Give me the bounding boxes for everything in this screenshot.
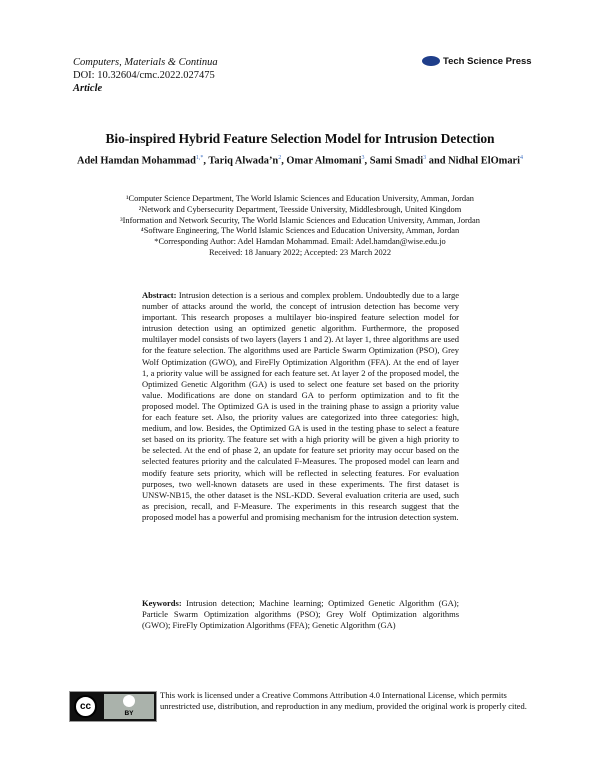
authors-and: and (428, 155, 446, 167)
publisher-icon (421, 54, 441, 68)
affiliation-line: ²Network and Cybersecurity Department, Teesside University, Middlesbrough, United Kingdom (138, 204, 462, 214)
paper-title: Bio-inspired Hybrid Feature Selection Model for Intrusion Detection (105, 131, 495, 146)
affiliation-line: ³Information and Network Security, The World Islamic Sciences and Education University, Amman, Jordan (120, 215, 480, 225)
publisher-logo (421, 53, 532, 69)
journal-header (73, 56, 218, 95)
keywords-text: Intrusion detection; Machine learning; Optimized Genetic Algorithm (GA); Particle Swarm Optimization algorithms (PSO); Grey Wolf Optimization algorithms (GWO); FireFly Optimization Algorithms (FFA); Genetic Algorithm (GA) (142, 598, 459, 631)
author-name: Adel Hamdan Mohammad (76, 155, 196, 167)
affiliations (0, 194, 600, 259)
by-label: BY (124, 710, 134, 717)
author-list: Adel Hamdan Mohammad$^{1,*}$, Tariq $Alwada’n^2$, Omar Almomani$^3$, Sami Smadi$^3$ and Nidhal ElOmari$^4$ (76, 155, 524, 167)
affiliation-line: ⁴Software Engineering, The World Islamic Sciences and Education University, Amman, Jordan (140, 226, 460, 236)
abstract-label: Abstract: (142, 290, 177, 300)
author-name: Nidhal ElOmari (448, 155, 521, 167)
cc-icon: cc (74, 695, 97, 718)
keywords-label: Keywords: (142, 598, 182, 608)
author-affil-sup[interactable]: 3 (361, 155, 365, 161)
corresponding-author: *Corresponding Author: Adel Hamdan Mohammad. Email: Adel.hamdan@wise.edu.jo (154, 237, 446, 247)
license-text: This work is licensed under a Creative Commons Attribution 4.0 International License, which permits unrestricted use, distribution, and reproduction in any medium, provided the original work is properly cited. (160, 690, 527, 711)
keywords (142, 598, 459, 631)
author-affil-sup[interactable]: 1,* (195, 155, 204, 161)
attribution-person-icon (123, 695, 135, 707)
author-name: Tariq Alwada’n (208, 155, 279, 167)
author-affil-sup[interactable]: 2 (278, 155, 282, 161)
journal-name: Computers, Materials & Continua (73, 57, 218, 68)
author-name: Sami Smadi (369, 155, 424, 167)
cc-by-license-badge[interactable] (69, 691, 157, 722)
abstract-text: Intrusion detection is a serious and complex problem. Undoubtedly due to a large number of attacks around the world, the concept of intrusion detection has become very important. This research proposes a multilayer bio-inspired feature selection model for intrusion detection using an optimized genetic algorithm. Furthermore, the proposed multilayer model consists of two layers (layers 1 and 2). At layer 1, three algorithms are used for the feature selection. The algorithms used are Particle Swarm Optimization (PSO), Grey Wolf Optimization (GWO), and FireFly Optimization Algorithm (FFA). At the end of layer 1, a priority value will be assigned for each feature set. At layer 2 of the proposed model, the Optimized Genetic Algorithm (GA) is used to select one feature set based on the priority value. Modifications are done on standard GA to perform optimization and to fit the proposed model. The Optimized GA is used in the training phase to assign a priority value for each feature set. Also, the priority values are categorized into three categories: high, medium, and low. Besides, the Optimized GA is used in the testing phase to select a feature set based on its priority. The feature set with a high priority will be given a high priority to be selected. At the end of phase 2, an update for feature set priority may occur based on the selected features priority and the calculated F-Measures. The proposed model can learn and modify feature sets priority, which will be reflected in selecting features. For evaluation purposes, two well-known datasets are used in these experiments. The first dataset is UNSW-NB15, the other dataset is the NSL-KDD. Several evaluation criteria are used, such as precision, recall, and F-Measure. The experiments in this research suggest that the proposed model has a powerful and promising mechanism for the intrusion detection system. (142, 290, 459, 522)
doi[interactable]: DOI: 10.32604/cmc.2022.027475 (73, 70, 215, 81)
author-affil-sup[interactable]: 4 (520, 155, 524, 161)
article-type: Article (73, 83, 103, 94)
publisher-name: Tech Science Press (443, 55, 532, 67)
abstract (142, 290, 459, 523)
received-dates: Received: 18 January 2022; Accepted: 23 March 2022 (208, 247, 392, 257)
author-affil-sup[interactable]: 3 (423, 155, 427, 161)
affiliation-line: ¹Computer Science Department, The World Islamic Sciences and Education University, Amman, Jordan (126, 194, 474, 203)
author-name: Omar Almomani (286, 155, 362, 167)
